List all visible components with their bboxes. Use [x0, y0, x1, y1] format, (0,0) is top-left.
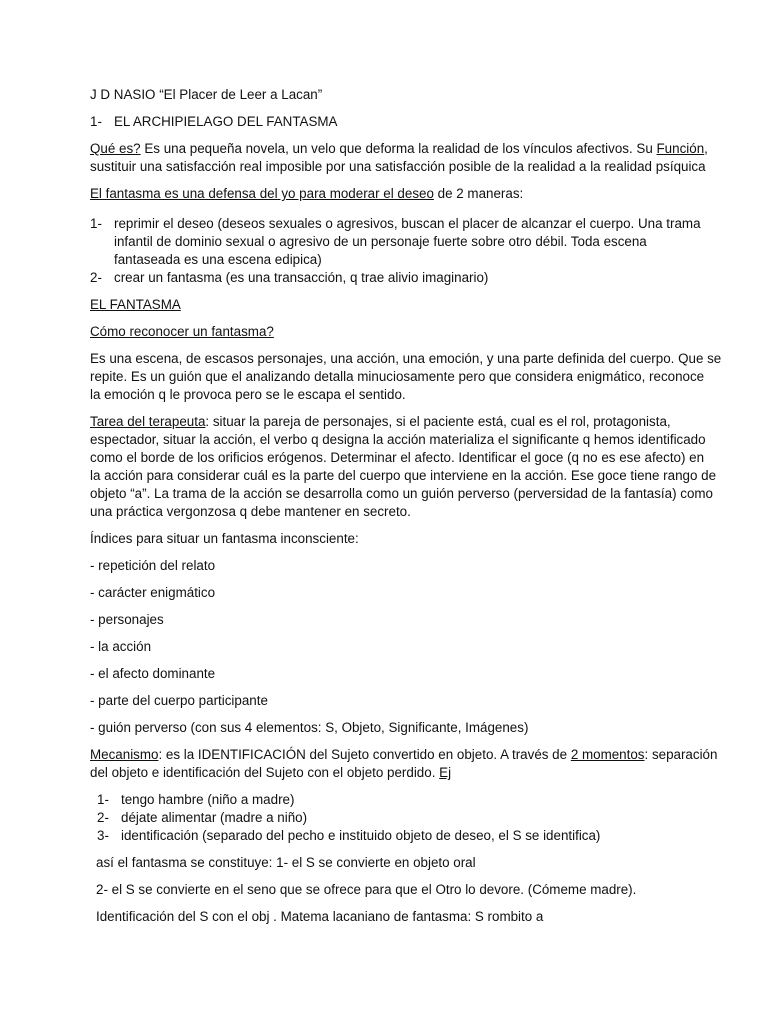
ej-label: Ej [439, 765, 452, 780]
que-es-text-2: , [704, 141, 708, 156]
defensa-line [90, 185, 700, 203]
list-text: identificación (separado del pecho e instituido objeto de deseo, el S se identifica) [121, 828, 601, 843]
indice-item: - la acción [90, 639, 152, 654]
maneras-list [90, 215, 700, 287]
momentos-list [90, 791, 700, 845]
list-number: 2- [97, 810, 109, 825]
escena-line: Es una escena, de escasos personajes, una acción, una emoción, y una parte definida del cuerpo. Que se [90, 351, 722, 366]
list-text-line: reprimir el deseo (deseos sexuales o agresivos, buscan el placer de alcanzar el cuerpo. Una trama [114, 216, 701, 231]
list-number: 1- [90, 216, 102, 231]
identificacion-line: Identificación del S con el obj . Matema lacaniano de fantasma: S rombito a [96, 909, 544, 924]
escena-line: la emoción q le provoca pero se le escapa el sentido. [90, 387, 406, 402]
escena-line: repite. Es un guión que el analizando detalla minuciosamente pero que considera enigmático, reconoce [90, 369, 705, 384]
mecanismo-paragraph [90, 746, 718, 782]
indice-item: - repetición del relato [90, 558, 216, 573]
defensa-underlined: El fantasma es una defensa del yo para moderar el deseo [90, 186, 434, 201]
list-item [97, 791, 700, 809]
indice-item: - guión perverso (con sus 4 elementos: S, Objeto, Significante, Imágenes) [90, 720, 529, 735]
list-number: 3- [97, 828, 109, 843]
document-header: J D NASIO “El Placer de Leer a Lacan” [90, 87, 323, 102]
mecanismo-label: Mecanismo [90, 747, 159, 762]
tarea-line: objeto “a”. La trama de la acción se desarrolla como un guión perverso (perversidad de la fantasía) como [90, 486, 713, 501]
funcion-label: Función [656, 141, 705, 156]
mecanismo-line-2: del objeto e identificación del Sujeto con el objeto perdido. [90, 765, 440, 780]
tarea-paragraph [90, 413, 717, 521]
escena-paragraph [90, 350, 722, 404]
que-es-text-1: Es una pequeña novela, un velo que deforma la realidad de los vínculos afectivos. Su [140, 141, 657, 156]
tarea-line: una práctica vergonzosa q debe mantener en secreto. [90, 504, 411, 519]
tarea-line: espectador, situar la acción, el verbo q designa la acción materializa el significante q hemos identificado [90, 432, 706, 447]
dos-line: 2- el S se convierte en el seno que se ofrece para que el Otro lo devore. (Cómeme madre). [96, 882, 637, 897]
indice-item: - parte del cuerpo participante [90, 693, 268, 708]
tarea-label: Tarea del terapeuta [90, 414, 206, 429]
list-text: déjate alimentar (madre a niño) [121, 810, 308, 825]
list-number: 2- [90, 270, 102, 285]
tarea-first-rest: : situar la pareja de personajes, si el paciente está, cual es el rol, protagonista, [205, 414, 671, 429]
list-text-line: crear un fantasma (es una transacción, q trae alivio imaginario) [114, 270, 489, 285]
list-item [97, 809, 700, 827]
list-item [97, 827, 700, 845]
list-text: tengo hambre (niño a madre) [121, 792, 295, 807]
mecanismo-text-2: : separación [644, 747, 718, 762]
el-fantasma-heading: EL FANTASMA [90, 297, 181, 312]
list-number: 1- [97, 792, 109, 807]
section-number: 1- [90, 114, 102, 129]
tarea-line: la acción para considerar cuál es la parte del cuerpo que interviene en la acción. Ese goce tiene rango de [90, 468, 717, 483]
que-es-label: Qué es? [90, 141, 141, 156]
document-page [90, 86, 722, 935]
section-heading [90, 113, 700, 131]
list-text-line: fantaseada es una escena edipica) [114, 252, 322, 267]
que-es-line-2: sustituir una satisfacción real imposible por una satisfacción posible de la realidad a la realidad psíquica [90, 159, 706, 174]
list-item [90, 215, 700, 269]
mecanismo-text-1: : es la IDENTIFICACIÓN del Sujeto convertido en objeto. A través de [158, 747, 571, 762]
como-reconocer-heading: Cómo reconocer un fantasma? [90, 324, 274, 339]
indice-item: - el afecto dominante [90, 666, 216, 681]
indices-title: Índices para situar un fantasma inconsciente: [90, 531, 359, 546]
que-es-paragraph [90, 140, 708, 176]
defensa-rest: de 2 maneras: [433, 186, 524, 201]
section-title: EL ARCHIPIELAGO DEL FANTASMA [114, 114, 338, 129]
list-item [90, 269, 700, 287]
tarea-line: como el borde de los orificios erógenos. Determinar el afecto. Identificar el goce (q no es ese afecto) en [90, 450, 705, 465]
indice-item: - personajes [90, 612, 164, 627]
list-text-line: infantil de dominio sexual o agresivo de un personaje fuerte sobre otro débil. Toda escena [114, 234, 647, 249]
momentos-label: 2 momentos [570, 747, 645, 762]
asi-line: así el fantasma se constituye: 1- el S se convierte en objeto oral [96, 855, 476, 870]
indice-item: - carácter enigmático [90, 585, 216, 600]
